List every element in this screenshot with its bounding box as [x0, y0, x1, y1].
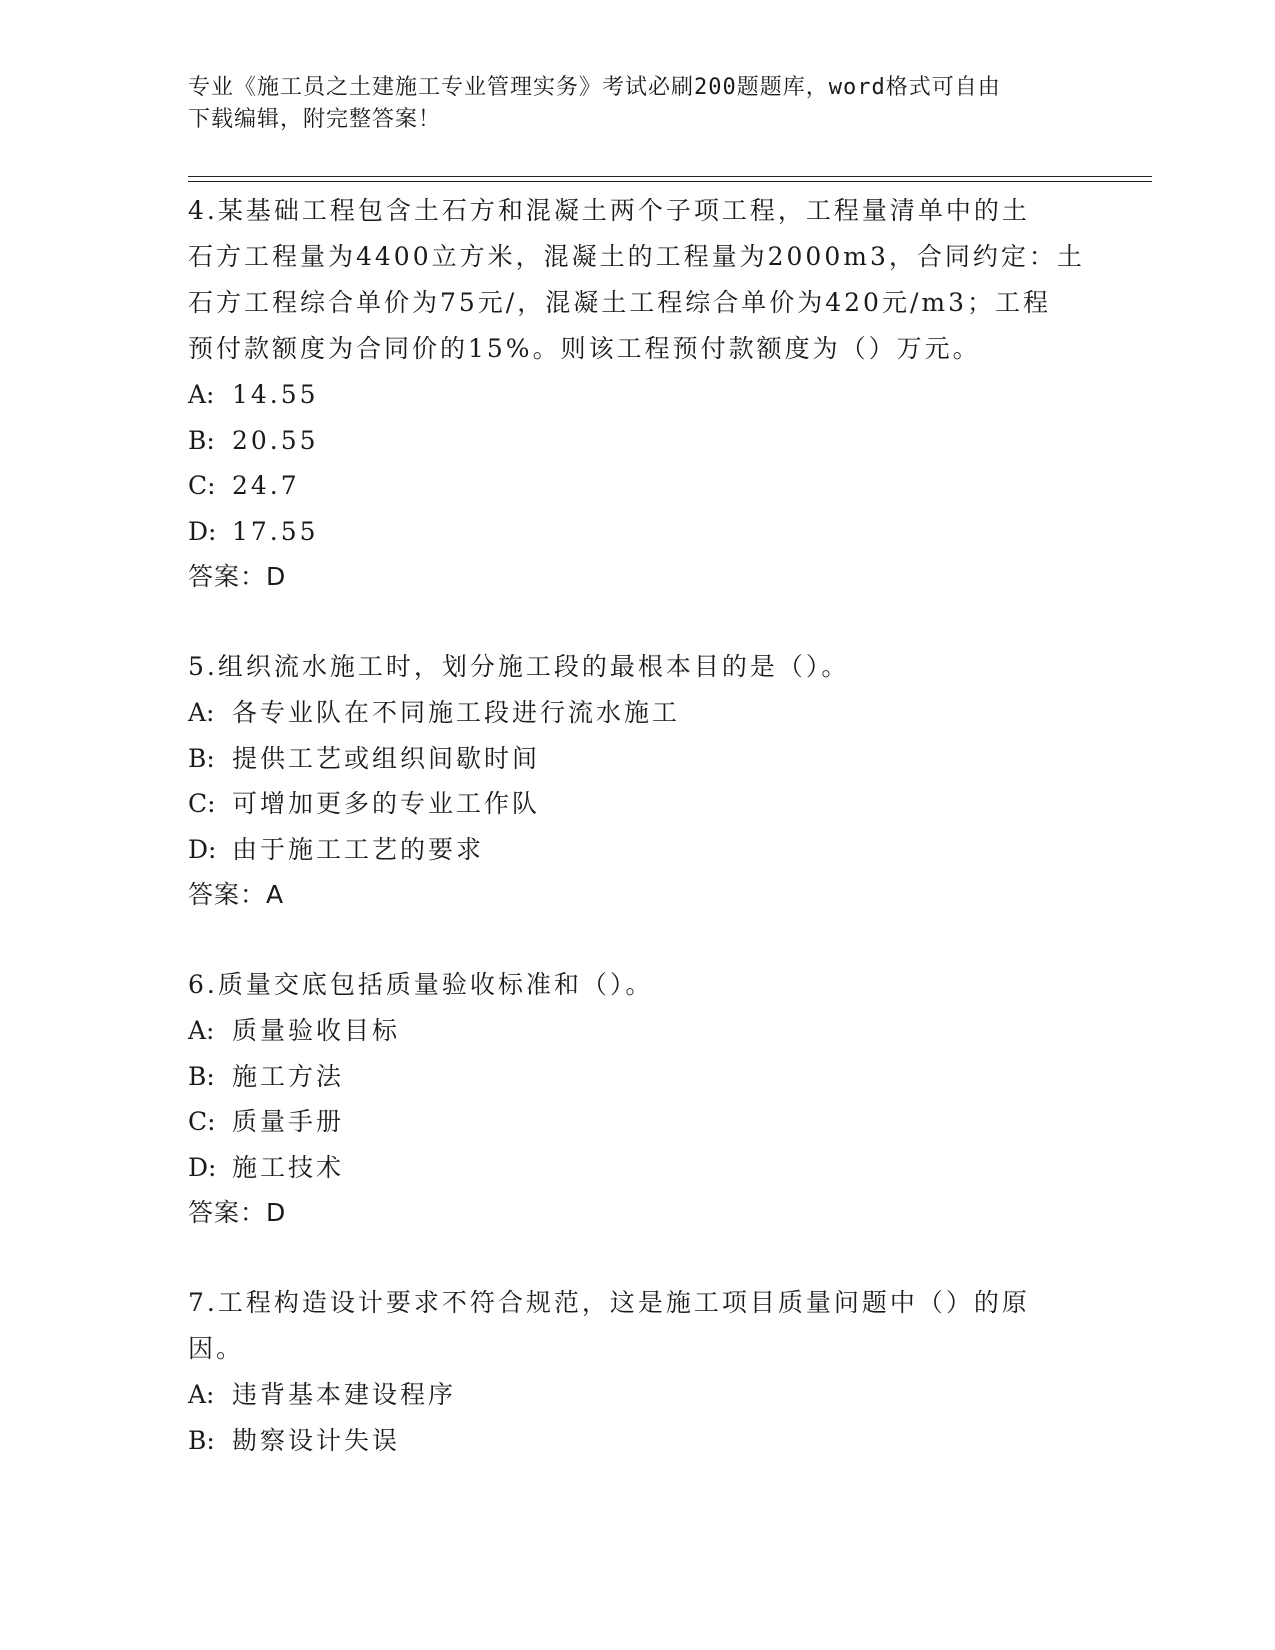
stem-line: 6.质量交底包括质量验收标准和（）。 [188, 970, 654, 999]
option-d [188, 509, 1088, 555]
option-c [188, 463, 1088, 509]
answer-line: 答案：A [188, 880, 285, 909]
question-5 [188, 644, 1088, 918]
header-line-2: 下载编辑，附完整答案！ [188, 107, 442, 132]
option-letter: D: [188, 834, 217, 864]
option-a [188, 690, 1088, 736]
option-text: 提供工艺或组织间歇时间 [232, 743, 541, 773]
option-text: 17.55 [232, 516, 319, 546]
option-letter: B: [188, 425, 215, 455]
option-text: 各专业队在不同施工段进行流水施工 [232, 698, 681, 727]
header-line-1: 专业《施工员之土建施工专业管理实务》考试必刷200题题库，word格式可自由 [188, 75, 1001, 100]
stem-line: 石方工程量为4400立方米，混凝土的工程量为2000m3，合同约定：土 [188, 242, 1085, 271]
question-stem [188, 962, 1088, 1008]
option-letter: D: [188, 516, 217, 546]
option-c [188, 781, 1088, 827]
document-header [188, 72, 1068, 136]
stem-line: 7.工程构造设计要求不符合规范，这是施工项目质量问题中（）的原 [188, 1288, 1030, 1317]
question-stem [188, 1280, 1088, 1372]
question-7 [188, 1280, 1088, 1463]
option-b [188, 1418, 1088, 1464]
stem-line: 4.某基础工程包含土石方和混凝土两个子项工程，工程量清单中的土 [188, 196, 1030, 225]
option-d [188, 1145, 1088, 1191]
option-text: 14.55 [232, 380, 319, 409]
option-text: 施工技术 [232, 1152, 345, 1182]
option-letter: A: [188, 1016, 215, 1045]
option-a [188, 372, 1088, 418]
question-6 [188, 962, 1088, 1236]
option-text: 20.55 [232, 425, 319, 455]
option-b [188, 736, 1088, 782]
option-letter: A: [188, 1380, 215, 1409]
option-text: 违背基本建设程序 [232, 1380, 457, 1409]
option-text: 24.7 [232, 471, 300, 500]
option-c [188, 1099, 1088, 1145]
question-4 [188, 188, 1088, 600]
answer-line: 答案：D [188, 562, 287, 591]
answer-line: 答案：D [188, 1198, 287, 1227]
question-stem [188, 644, 1088, 690]
option-text: 可增加更多的专业工作队 [232, 789, 541, 818]
option-a [188, 1008, 1088, 1054]
option-d [188, 827, 1088, 873]
stem-line: 因。 [188, 1334, 245, 1363]
option-b [188, 418, 1088, 464]
option-b [188, 1054, 1088, 1100]
stem-line: 5.组织流水施工时，划分施工段的最根本目的是（）。 [188, 652, 850, 681]
option-a [188, 1372, 1088, 1418]
option-letter: A: [188, 380, 215, 409]
option-letter: C: [188, 789, 216, 818]
option-text: 质量验收目标 [232, 1016, 401, 1045]
stem-line: 预付款额度为合同价的15%。则该工程预付款额度为（）万元。 [188, 334, 981, 363]
option-text: 勘察设计失误 [232, 1425, 401, 1455]
question-stem [188, 188, 1088, 372]
header-double-rule [188, 176, 1152, 182]
option-letter: C: [188, 1107, 216, 1136]
option-text: 由于施工工艺的要求 [232, 834, 485, 864]
option-letter: B: [188, 1061, 215, 1091]
stem-line: 石方工程综合单价为75元/，混凝土工程综合单价为420元/m3；工程 [188, 288, 1051, 317]
question-list [188, 188, 1088, 1463]
option-text: 施工方法 [232, 1061, 345, 1091]
option-letter: C: [188, 471, 216, 500]
option-letter: B: [188, 743, 215, 773]
option-letter: B: [188, 1425, 215, 1455]
option-letter: D: [188, 1152, 217, 1182]
option-text: 质量手册 [232, 1107, 345, 1136]
option-letter: A: [188, 698, 215, 727]
